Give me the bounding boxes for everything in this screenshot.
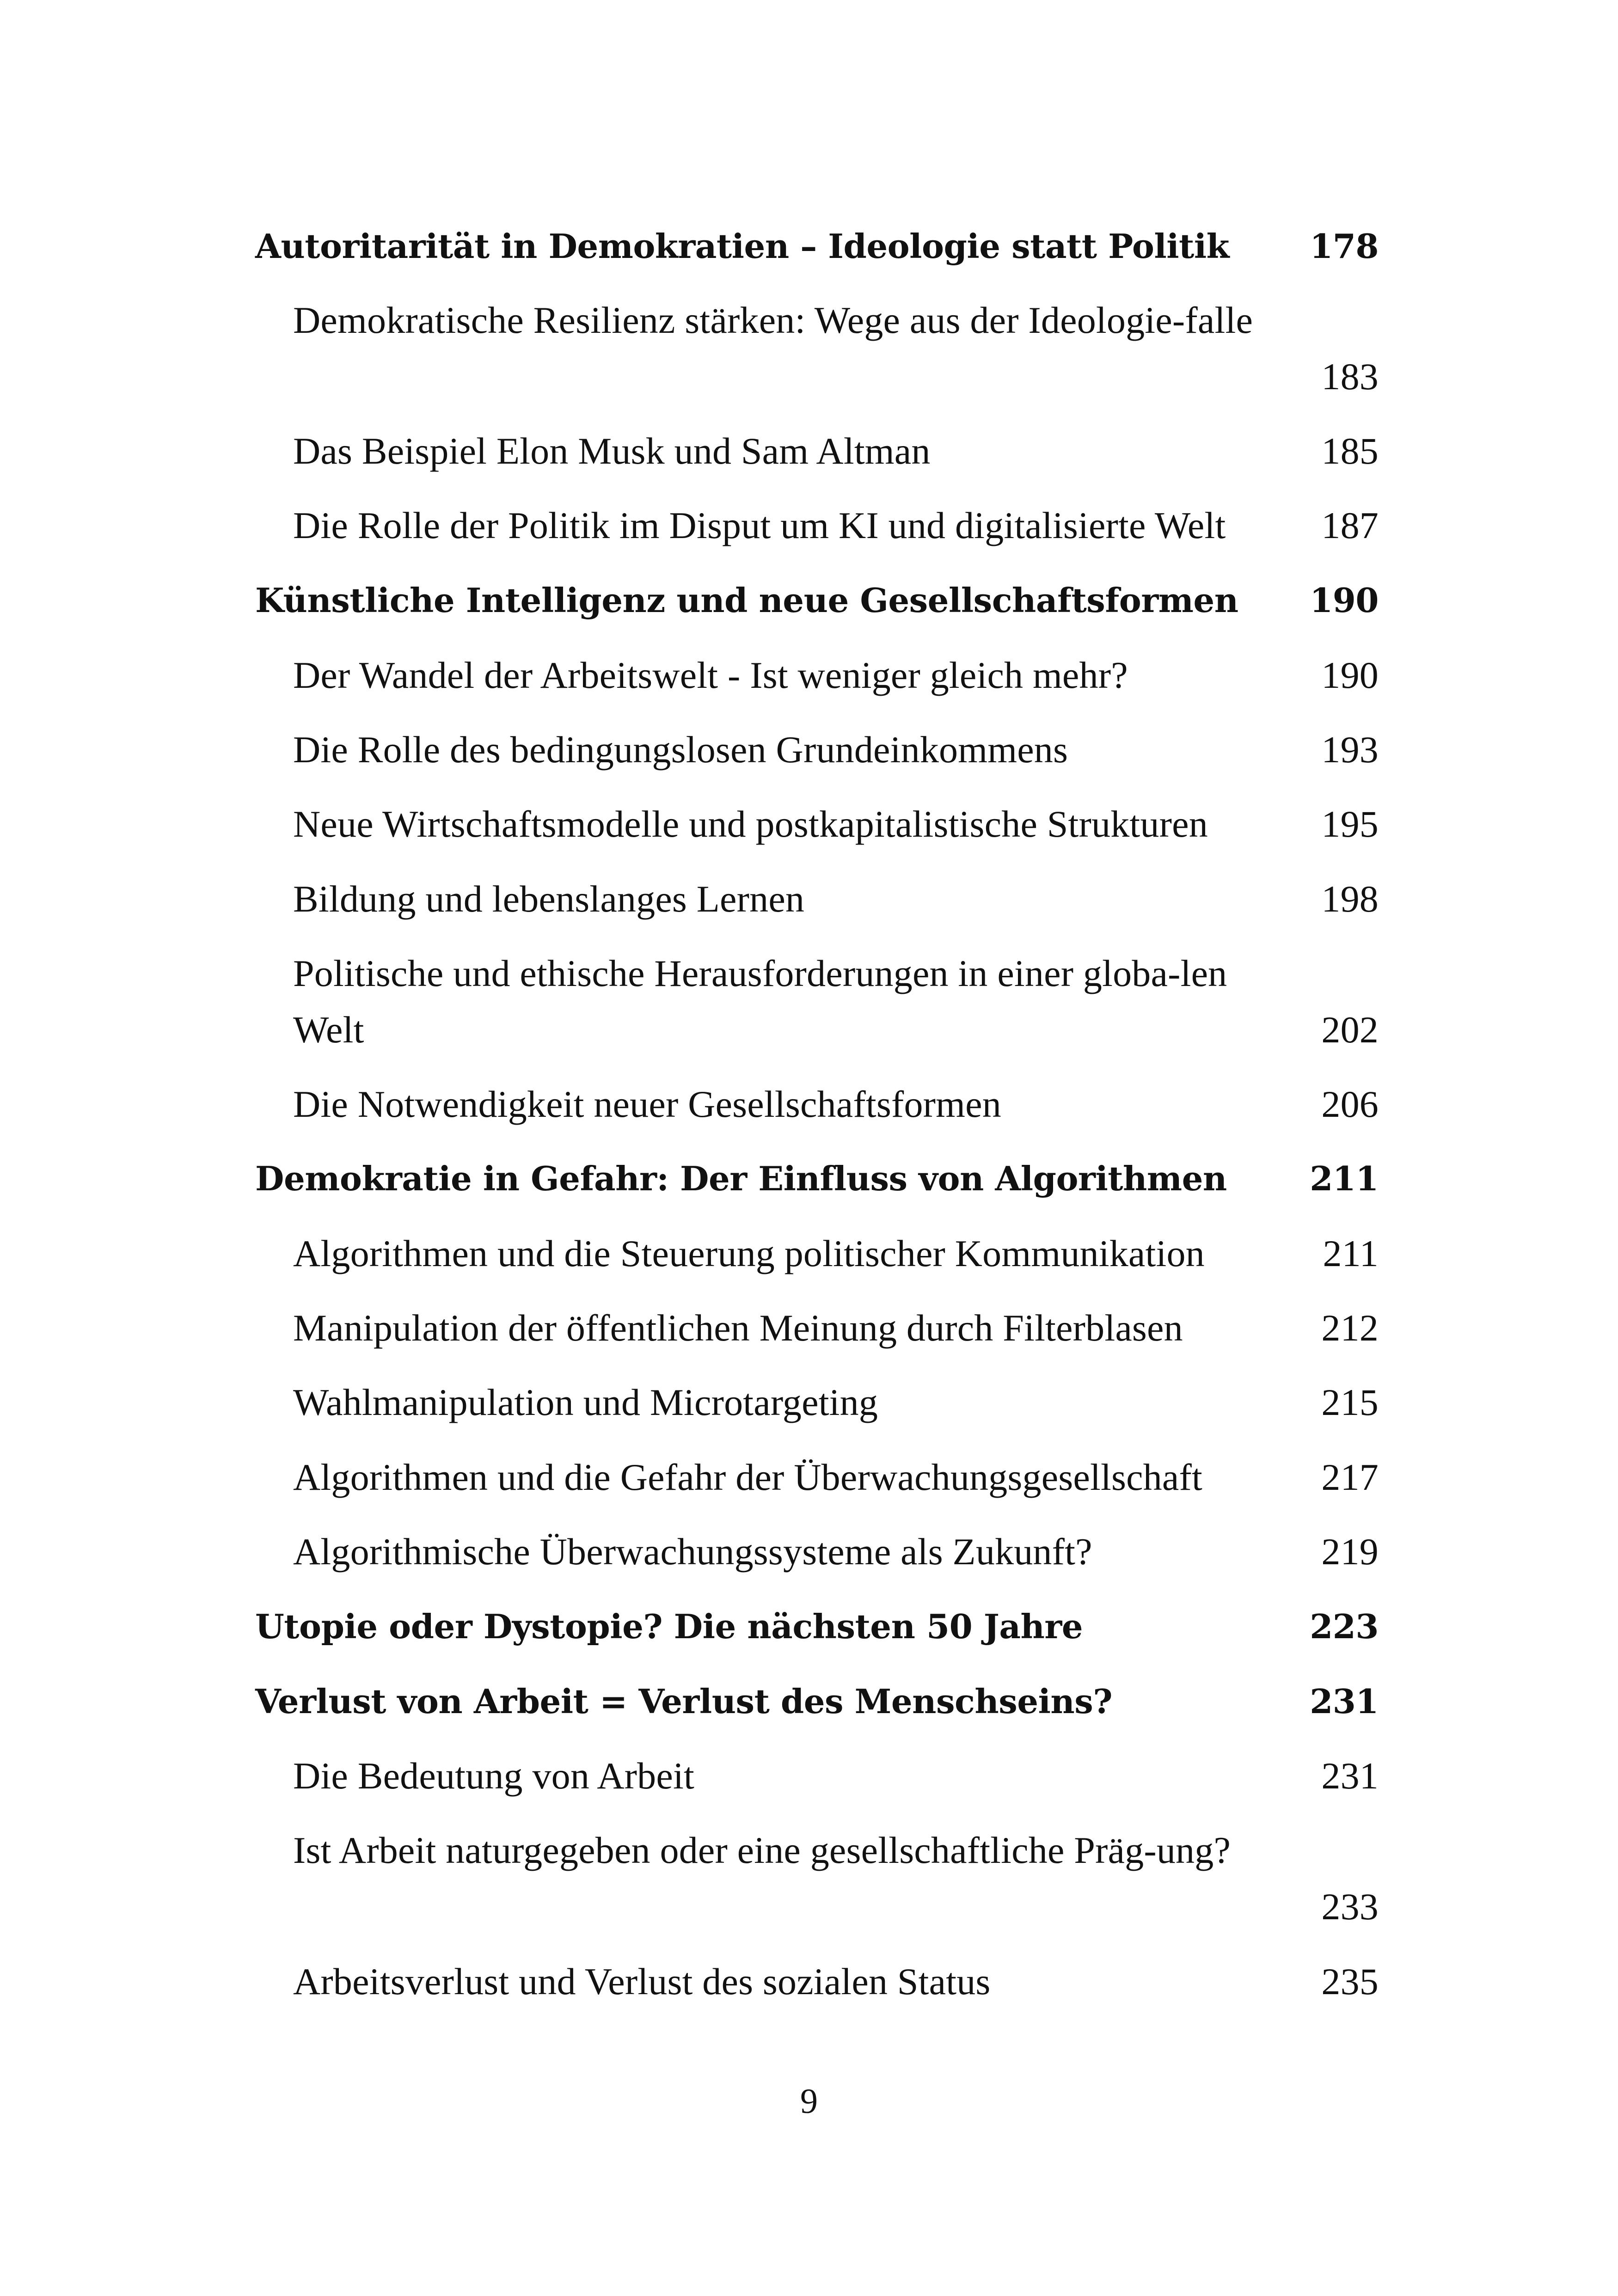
toc-entry-page: 215 <box>1321 1381 1379 1423</box>
toc-entry-title: Die Rolle der Politik im Disput um KI und digitalisierte Welt <box>293 504 1226 546</box>
toc-entry-page: 190 <box>1310 581 1379 620</box>
toc-entry-title: Arbeitsverlust und Verlust des sozialen Status <box>293 1960 991 2002</box>
toc-entry-title: Algorithmische Überwachungssysteme als Zukunft? <box>293 1531 1092 1573</box>
toc-entry-page: 217 <box>1321 1456 1379 1498</box>
toc-entry-title: Künstliche Intelligenz und neue Gesellschaftsformen <box>255 581 1238 620</box>
toc-entry-page: 223 <box>1310 1607 1379 1646</box>
toc-entry-title <box>293 945 1227 1058</box>
toc-entry-page: 206 <box>1321 1083 1379 1125</box>
toc-entry-title: Demokratie in Gefahr: Der Einfluss von Algorithmen <box>255 1159 1227 1198</box>
toc-entry-title: Utopie oder Dystopie? Die nächsten 50 Jahre <box>255 1607 1083 1646</box>
toc-entry-title: Das Beispiel Elon Musk und Sam Altman <box>293 430 931 472</box>
toc-entry-page: 233 <box>1321 1886 1379 1928</box>
toc-entry-page: 178 <box>1310 227 1379 266</box>
toc-entry-page: 187 <box>1321 504 1379 546</box>
toc-entry-page: 202 <box>1321 1009 1379 1051</box>
toc-entry-title: Algorithmen und die Gefahr der Überwachungsgesellschaft <box>293 1456 1202 1498</box>
toc-entry-page: 211 <box>1310 1159 1379 1198</box>
toc-entry-page: 231 <box>1321 1755 1379 1797</box>
toc-entry-title: Demokratische Resilienz stärken: Wege aus der Ideologie-falle <box>293 299 1253 341</box>
toc-entry-page: 183 <box>1321 355 1379 398</box>
toc-entry-page: 185 <box>1321 430 1379 472</box>
toc-entry-page: 235 <box>1321 1960 1379 2002</box>
toc-entry-page: 198 <box>1321 878 1379 920</box>
toc-entry-title: Bildung und lebenslanges Lernen <box>293 878 805 920</box>
toc-entry-title: Wahlmanipulation und Microtargeting <box>293 1381 878 1423</box>
toc-entry-title: Die Bedeutung von Arbeit <box>293 1755 694 1797</box>
toc-entry-page: 193 <box>1321 729 1379 771</box>
toc-entry-title-continuation: Welt <box>293 1009 364 1051</box>
toc-entry-title: Die Rolle des bedingungslosen Grundeinkommens <box>293 729 1068 771</box>
page-number: 9 <box>800 2082 818 2121</box>
toc-entry-title: Verlust von Arbeit = Verlust des Menschseins? <box>255 1682 1112 1721</box>
table-of-contents <box>255 0 1379 2296</box>
toc-entry-title-line: Politische und ethische Herausforderungen in einer globa-len <box>293 952 1227 994</box>
toc-entry-title: Ist Arbeit naturgegeben oder eine gesellschaftliche Präg-ung? <box>293 1829 1231 1871</box>
toc-entry-page: 212 <box>1321 1307 1379 1349</box>
toc-entry-page: 195 <box>1321 803 1379 845</box>
toc-entry-page: 219 <box>1321 1531 1379 1573</box>
toc-entry-title: Manipulation der öffentlichen Meinung durch Filterblasen <box>293 1307 1183 1349</box>
toc-entry-title: Algorithmen und die Steuerung politischer Kommunikation <box>293 1232 1205 1274</box>
toc-entry-page: 211 <box>1323 1232 1379 1274</box>
toc-entry-title: Autoritarität in Demokratien – Ideologie statt Politik <box>255 227 1230 266</box>
toc-entry-title: Die Notwendigkeit neuer Gesellschaftsformen <box>293 1083 1001 1125</box>
toc-entry-page: 190 <box>1321 654 1379 696</box>
toc-entry-page: 231 <box>1310 1682 1379 1721</box>
toc-entry-title: Der Wandel der Arbeitswelt - Ist weniger gleich mehr? <box>293 654 1128 696</box>
toc-entry-title: Neue Wirtschaftsmodelle und postkapitalistische Strukturen <box>293 803 1208 845</box>
